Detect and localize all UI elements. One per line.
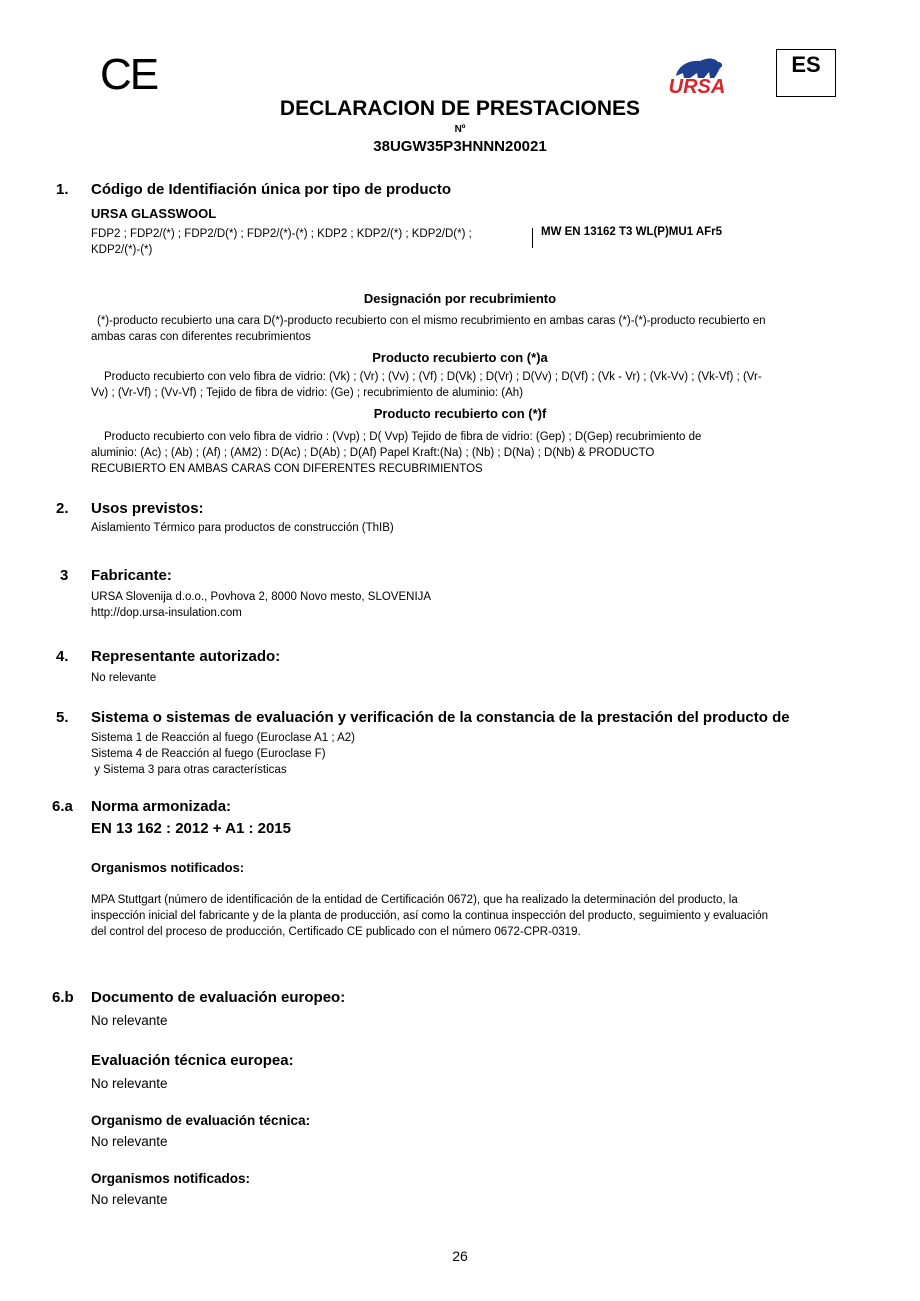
page-number: 26 <box>452 1248 468 1264</box>
section-6a-number: 6.a <box>52 798 73 815</box>
coated-f-line-3: RECUBIERTO EN AMBAS CARAS CON DIFERENTES RECUBRIMIENTOS <box>91 463 483 475</box>
coated-f-heading: Producto recubierto con (*)f <box>373 406 547 421</box>
section-4-heading: Representante autorizado: <box>91 648 281 665</box>
system-line-1: Sistema 1 de Reacción al fuego (Euroclase A1 ; A2) <box>91 732 356 744</box>
section-4-number: 4. <box>56 648 69 665</box>
manufacturer-url: http://dop.ursa-insulation.com <box>91 607 242 619</box>
spec-separator <box>532 228 533 248</box>
ursa-logo <box>662 54 732 98</box>
ursa-logo-text: URSA <box>668 76 726 98</box>
declaration-number: 38UGW35P3HNNN20021 <box>373 138 547 155</box>
section-1-heading: Código de Identifiación única por tipo de producto <box>91 181 451 198</box>
intended-use-text: Aislamiento Térmico para productos de construcción (ThIB) <box>91 522 394 534</box>
section-3-heading: Fabricante: <box>91 567 172 584</box>
coated-a-line-1: Producto recubierto con velo fibra de vidrio: (Vk) ; (Vr) ; (Vv) ; (Vf) ; D(Vk) ; D(Vr) ; D(Vv) ; D(Vf) ; (Vk - Vr) ; (Vk-Vv) ; (Vk-Vf) ; (Vr- <box>104 371 762 383</box>
harmonized-norm: EN 13 162 : 2012 + A1 : 2015 <box>91 820 291 837</box>
designation-line-1: (*)-producto recubierto una cara D(*)-producto recubierto con el mismo recubrimiento en ambas caras (*)-(*)-producto recubierto en <box>97 315 766 327</box>
section-6a-heading: Norma armonizada: <box>91 798 232 815</box>
coated-a-heading: Producto recubierto con (*)a <box>372 350 548 365</box>
section-2-number: 2. <box>56 500 69 517</box>
nb-text: No relevante <box>91 1192 168 1207</box>
section-6b-heading: Documento de evaluación europeo: <box>91 989 346 1006</box>
coated-f-line-1: Producto recubierto con velo fibra de vidrio : (Vvp) ; D( Vvp) Tejido de fibra de vidrio: (Gep) ; D(Gep) recubrimiento de <box>104 431 702 443</box>
designation-line-2: ambas caras con diferentes recubrimientos <box>91 331 311 343</box>
section-5-heading: Sistema o sistemas de evaluación y verificación de la constancia de la prestación del producto de <box>91 709 790 726</box>
notified-bodies-heading: Organismos notificados: <box>91 860 245 875</box>
section-5-number: 5. <box>56 709 69 726</box>
section-2-heading: Usos previstos: <box>91 500 204 517</box>
system-line-3: y Sistema 3 para otras características <box>91 764 287 776</box>
section-1-number: 1. <box>56 181 69 198</box>
language-badge: ES <box>776 49 836 97</box>
eta-heading: Evaluación técnica europea: <box>91 1052 294 1069</box>
product-name: URSA GLASSWOOL <box>91 206 217 221</box>
representative-text: No relevante <box>91 672 157 684</box>
notified-bodies-line-2: inspección inicial del fabricante y de la planta de producción, así como la continua inspección del producto, seguimiento y evaluación <box>91 910 768 922</box>
coated-a-line-2: Vv) ; (Vr-Vf) ; (Vv-Vf) ; Tejido de fibra de vidrio: (Ge) ; recubrimiento de aluminio: (Ah) <box>91 387 524 399</box>
ce-mark: CE <box>100 50 158 99</box>
tab-heading: Organismo de evaluación técnica: <box>91 1113 311 1128</box>
eta-text: No relevante <box>91 1076 168 1091</box>
tab-text: No relevante <box>91 1134 168 1149</box>
section-6b-number: 6.b <box>52 989 74 1006</box>
coated-f-line-2: aluminio: (Ac) ; (Ab) ; (Af) ; (AM2) : D(Ac) ; D(Ab) ; D(Af) Papel Kraft:(Na) ; (Nb) ; D(Na) ; D(Nb) & PRODUCTO <box>91 447 655 459</box>
ead-text: No relevante <box>91 1013 168 1028</box>
nb-heading: Organismos notificados: <box>91 1171 251 1186</box>
notified-bodies-line-1: MPA Stuttgart (número de identificación de la entidad de Certificación 0672), que ha realizado la determinación del producto, la <box>91 894 738 906</box>
product-codes-line-2: KDP2/(*)-(*) <box>91 244 153 256</box>
page-title: DECLARACION DE PRESTACIONES <box>279 97 641 120</box>
designation-heading: Designación por recubrimiento <box>363 291 557 306</box>
number-label: Nº <box>454 124 466 135</box>
system-line-2: Sistema 4 de Reacción al fuego (Euroclase F) <box>91 748 326 760</box>
section-3-number: 3 <box>60 567 69 584</box>
product-spec: MW EN 13162 T3 WL(P)MU1 AFr5 <box>541 226 723 238</box>
notified-bodies-line-3: del control del proceso de producción, Certificado CE publicado con el número 0672-CPR-0319. <box>91 926 581 938</box>
product-codes-line-1: FDP2 ; FDP2/(*) ; FDP2/D(*) ; FDP2/(*)-(*) ; KDP2 ; KDP2/(*) ; KDP2/D(*) ; <box>91 228 472 240</box>
manufacturer-address: URSA Slovenija d.o.o., Povhova 2, 8000 Novo mesto, SLOVENIJA <box>91 591 432 603</box>
